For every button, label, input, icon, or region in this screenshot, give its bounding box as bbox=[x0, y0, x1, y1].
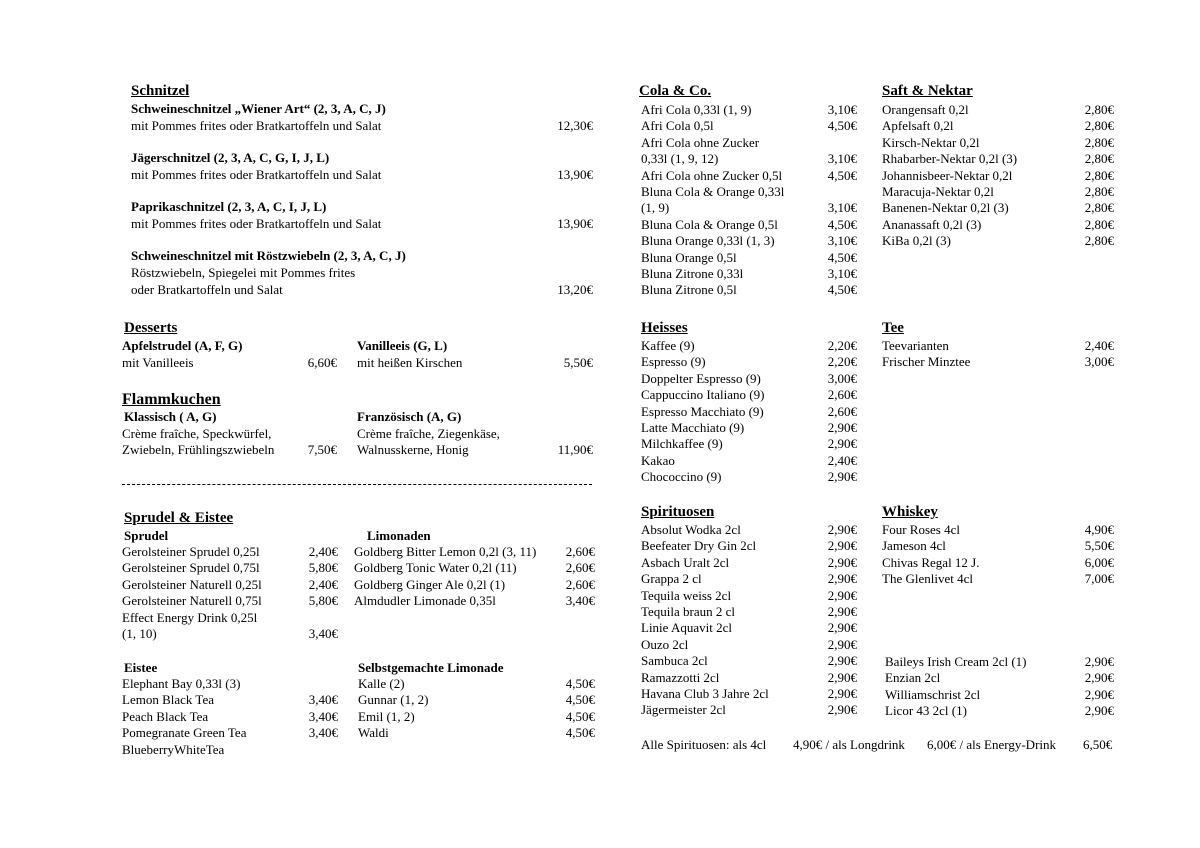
menu-item-row bbox=[122, 544, 338, 560]
menu-item-row bbox=[882, 168, 1114, 184]
menu-item-name: Bluna Orange 0,33l (1, 3) bbox=[641, 233, 775, 249]
menu-item-name: Bluna Zitrone 0,5l bbox=[641, 282, 737, 298]
menu-item-row bbox=[882, 135, 1114, 151]
menu-item-name: Teevarianten bbox=[882, 338, 949, 353]
menu-item-price: 4,50€ bbox=[827, 118, 857, 134]
menu-item-price: 3,40€ bbox=[308, 692, 338, 708]
menu-item-row bbox=[641, 371, 857, 387]
menu-item-price: 2,90€ bbox=[827, 587, 857, 603]
menu-item-row bbox=[641, 102, 857, 118]
menu-item-name: Milchkaffee (9) bbox=[641, 436, 723, 452]
menu-item-row bbox=[641, 571, 857, 587]
menu-item-price: 2,90€ bbox=[827, 571, 857, 587]
menu-item-row bbox=[122, 355, 337, 371]
menu-item-row bbox=[122, 610, 338, 626]
menu-item-row bbox=[885, 687, 1114, 703]
menu-item-row bbox=[641, 453, 857, 469]
menu-item-desc: Crème fraîche, Speckwürfel, bbox=[122, 426, 272, 441]
menu-item-name: Sambuca 2cl bbox=[641, 653, 708, 669]
menu-item-name: Französisch (A, G) bbox=[357, 409, 462, 424]
menu-item-name: Goldberg Tonic Water 0,2l (11) bbox=[354, 560, 517, 576]
spirituosen-heading: Spirituosen bbox=[641, 504, 715, 520]
menu-item-price: 3,40€ bbox=[308, 626, 338, 641]
menu-item-desc: mit Vanilleeis bbox=[122, 355, 194, 370]
menu-item-name: Gerolsteiner Sprudel 0,25l bbox=[122, 544, 260, 559]
menu-item-row bbox=[358, 676, 595, 692]
saft-heading: Saft & Nektar bbox=[882, 83, 973, 99]
menu-item-price: 2,80€ bbox=[1084, 167, 1114, 183]
menu-item-row bbox=[641, 555, 857, 571]
menu-item-name: Beefeater Dry Gin 2cl bbox=[641, 538, 757, 554]
menu-item-name: Espresso (9) bbox=[641, 354, 706, 370]
menu-item-row bbox=[641, 184, 857, 200]
cola-heading: Cola & Co. bbox=[639, 83, 712, 99]
menu-item-name: Almdudler Limonade 0,35l bbox=[354, 593, 496, 609]
menu-item-name: Gerolsteiner Sprudel 0,75l bbox=[122, 560, 260, 576]
menu-item-row bbox=[641, 354, 857, 370]
menu-item-row bbox=[122, 577, 338, 593]
menu-item-name: Apfelsaft 0,2l bbox=[882, 118, 954, 134]
menu-item-row bbox=[354, 544, 595, 560]
menu-item-row bbox=[641, 233, 857, 249]
menu-item-price: 2,90€ bbox=[827, 620, 857, 636]
menu-item-row bbox=[354, 577, 595, 593]
menu-item-row bbox=[641, 686, 857, 702]
menu-item-price: 2,20€ bbox=[827, 354, 857, 370]
menu-item-price: 2,40€ bbox=[1084, 338, 1114, 353]
eistee-subheading: Eistee bbox=[124, 660, 158, 675]
menu-item-name: Johannisbeer-Nektar 0,2l bbox=[882, 167, 1013, 183]
menu-item-name: Absolut Wodka 2cl bbox=[641, 522, 741, 537]
menu-item-row bbox=[882, 522, 1114, 538]
spirituosen-footer-energy: 6,00€ / als Energy-Drink bbox=[927, 737, 1057, 752]
menu-item-price: 2,40€ bbox=[308, 576, 338, 592]
menu-item-name: Ananassaft 0,2l (3) bbox=[882, 216, 982, 232]
menu-item-price: 13,90€ bbox=[557, 216, 593, 231]
menu-item-price: 2,90€ bbox=[827, 538, 857, 554]
menu-item-price: 4,50€ bbox=[565, 676, 595, 691]
menu-item-price: 7,50€ bbox=[307, 442, 337, 457]
menu-item-row bbox=[641, 151, 857, 167]
menu-item-desc: mit Pommes frites oder Bratkartoffeln und Salat bbox=[131, 216, 382, 231]
menu-item-name: Gerolsteiner Naturell 0,75l bbox=[122, 593, 262, 609]
menu-item-name: Bluna Orange 0,5l bbox=[641, 249, 737, 265]
menu-item-name: Schweineschnitzel „Wiener Art“ (2, 3, A, C, J) bbox=[131, 101, 386, 116]
menu-item-price: 4,50€ bbox=[827, 282, 857, 298]
menu-item-row bbox=[641, 469, 857, 485]
menu-item-price: 2,40€ bbox=[827, 452, 857, 468]
menu-item-row bbox=[641, 282, 857, 298]
menu-item-row bbox=[641, 387, 857, 403]
sprudel-eistee-heading: Sprudel & Eistee bbox=[124, 510, 234, 526]
sprudel-subheading: Sprudel bbox=[124, 528, 169, 543]
menu-item-name: Klassisch ( A, G) bbox=[124, 409, 217, 424]
menu-item-name: Gerolsteiner Naturell 0,25l bbox=[122, 576, 262, 592]
menu-item-price: 3,00€ bbox=[827, 370, 857, 386]
spirituosen-footer-longdrink: 4,90€ / als Longdrink bbox=[793, 737, 905, 752]
menu-item-name: Afri Cola 0,33l (1, 9) bbox=[641, 102, 752, 117]
menu-item-desc: oder Bratkartoffeln und Salat bbox=[131, 282, 283, 297]
menu-item-name: Emil (1, 2) bbox=[358, 708, 415, 724]
menu-item-name: 0,33l (1, 9, 12) bbox=[641, 151, 719, 167]
menu-item-row bbox=[882, 200, 1114, 216]
menu-item-name: Tequila weiss 2cl bbox=[641, 587, 732, 603]
menu-item-desc: mit Pommes frites oder Bratkartoffeln und Salat bbox=[131, 118, 382, 133]
menu-item-name: Bluna Cola & Orange 0,33l bbox=[641, 184, 785, 199]
menu-item-price: 2,90€ bbox=[1084, 670, 1114, 686]
menu-item-name: Chococcino (9) bbox=[641, 469, 722, 485]
menu-item-name: Four Roses 4cl bbox=[882, 522, 960, 537]
menu-item-price: 2,60€ bbox=[827, 403, 857, 419]
menu-item-price: 2,40€ bbox=[308, 544, 338, 559]
menu-item-price: 11,90€ bbox=[557, 442, 593, 457]
menu-item-row bbox=[641, 420, 857, 436]
menu-item-price: 2,90€ bbox=[827, 554, 857, 570]
menu-item-name: Afri Cola ohne Zucker 0,5l bbox=[641, 167, 783, 183]
menu-item-row bbox=[641, 588, 857, 604]
menu-item-row bbox=[885, 654, 1114, 670]
tee-heading: Tee bbox=[882, 320, 904, 336]
menu-item-row bbox=[641, 436, 857, 452]
menu-item-row bbox=[641, 702, 857, 718]
menu-item-price: 2,90€ bbox=[827, 469, 857, 485]
menu-item-price: 3,10€ bbox=[827, 233, 857, 249]
menu-item-desc: Crème fraîche, Ziegenkäse, bbox=[357, 426, 500, 441]
menu-item-name: Paprikaschnitzel (2, 3, A, C, I, J, L) bbox=[131, 199, 327, 214]
menu-item-name: Kakao bbox=[641, 452, 675, 468]
menu-item-desc: Zwiebeln, Frühlingszwiebeln bbox=[122, 442, 275, 457]
menu-item-row bbox=[882, 354, 1114, 370]
menu-item-price: 2,80€ bbox=[1084, 134, 1114, 150]
menu-item-price: 2,90€ bbox=[827, 686, 857, 701]
menu-item-price: 3,40€ bbox=[565, 593, 595, 609]
menu-item-row bbox=[131, 282, 593, 298]
menu-item-row bbox=[131, 167, 593, 183]
menu-item-name: KiBa 0,2l (3) bbox=[882, 233, 951, 249]
menu-item-price: 2,80€ bbox=[1084, 102, 1114, 117]
menu-item-row bbox=[882, 217, 1114, 233]
menu-item-price: 3,10€ bbox=[827, 151, 857, 167]
menu-item-name: Afri Cola 0,5l bbox=[641, 118, 714, 134]
menu-item-row bbox=[122, 593, 338, 609]
heisses-heading: Heisses bbox=[641, 320, 688, 336]
menu-item-row bbox=[122, 692, 338, 708]
menu-item-price: 5,50€ bbox=[1084, 538, 1114, 554]
menu-item-row bbox=[131, 216, 593, 232]
menu-item-price: 2,90€ bbox=[1084, 654, 1114, 669]
menu-item-row bbox=[882, 233, 1114, 249]
menu-item-desc: Walnusskerne, Honig bbox=[357, 442, 469, 457]
menu-item-row bbox=[641, 118, 857, 134]
menu-item-row bbox=[882, 151, 1114, 167]
menu-item-price: 4,50€ bbox=[827, 167, 857, 183]
menu-item-name: Apfelstrudel (A, F, G) bbox=[122, 338, 243, 353]
menu-item-name: BlueberryWhiteTea bbox=[122, 741, 225, 757]
menu-item-row bbox=[641, 604, 857, 620]
menu-item-price: 2,60€ bbox=[565, 560, 595, 576]
menu-item-name: Linie Aquavit 2cl bbox=[641, 620, 732, 636]
menu-item-row bbox=[122, 742, 338, 758]
menu-item-row bbox=[882, 338, 1114, 354]
menu-item-row bbox=[641, 266, 857, 282]
menu-item-name: Orangensaft 0,2l bbox=[882, 102, 969, 117]
menu-item-price: 4,50€ bbox=[565, 692, 595, 708]
menu-item-row bbox=[122, 709, 338, 725]
spirituosen-footer-label: Alle Spirituosen: als 4cl bbox=[641, 737, 767, 752]
menu-item-desc: mit Pommes frites oder Bratkartoffeln und Salat bbox=[131, 167, 382, 182]
menu-item-row bbox=[641, 637, 857, 653]
menu-item-row bbox=[641, 200, 857, 216]
menu-item-price: 2,60€ bbox=[565, 576, 595, 592]
menu-item-price: 2,60€ bbox=[565, 544, 595, 559]
menu-item-row bbox=[641, 217, 857, 233]
menu-item-price: 3,10€ bbox=[827, 102, 857, 117]
menu-item-price: 2,90€ bbox=[827, 604, 857, 619]
menu-item-row bbox=[641, 404, 857, 420]
menu-item-row bbox=[641, 620, 857, 636]
menu-item-name: Ramazzotti 2cl bbox=[641, 669, 720, 685]
menu-item-row bbox=[641, 135, 857, 151]
menu-item-name: Latte Macchiato (9) bbox=[641, 420, 745, 435]
menu-item-name: Jägerschnitzel (2, 3, A, C, G, I, J, L) bbox=[131, 150, 330, 165]
menu-item-name: Jägermeister 2cl bbox=[641, 702, 726, 718]
menu-item-price: 2,90€ bbox=[827, 702, 857, 718]
menu-item-price: 3,00€ bbox=[1084, 354, 1114, 370]
menu-item-row bbox=[357, 355, 593, 371]
menu-item-price: 7,00€ bbox=[1084, 571, 1114, 587]
menu-item-price: 2,80€ bbox=[1084, 200, 1114, 216]
menu-item-name: Espresso Macchiato (9) bbox=[641, 403, 764, 419]
menu-item-price: 2,60€ bbox=[827, 387, 857, 403]
menu-item-name: Jameson 4cl bbox=[882, 538, 946, 554]
menu-item-price: 4,50€ bbox=[565, 725, 595, 741]
limonaden-subheading: Limonaden bbox=[367, 528, 431, 543]
menu-item-price: 2,90€ bbox=[1084, 703, 1114, 719]
menu-item-name: (1, 9) bbox=[641, 200, 670, 216]
menu-item-price: 3,10€ bbox=[827, 266, 857, 281]
menu-item-name: Bluna Cola & Orange 0,5l bbox=[641, 216, 778, 232]
menu-item-price: 12,30€ bbox=[557, 118, 593, 133]
menu-item-row bbox=[122, 442, 337, 458]
menu-item-name: Grappa 2 cl bbox=[641, 571, 702, 587]
menu-item-name: Afri Cola ohne Zucker bbox=[641, 134, 760, 150]
menu-item-price: 4,90€ bbox=[1084, 522, 1114, 537]
menu-item-row bbox=[641, 670, 857, 686]
menu-item-name: Elephant Bay 0,33l (3) bbox=[122, 676, 241, 691]
menu-item-name: Doppelter Espresso (9) bbox=[641, 370, 761, 386]
menu-item-desc: mit heißen Kirschen bbox=[357, 355, 463, 370]
menu-item-name: Kalle (2) bbox=[358, 676, 405, 691]
menu-item-row bbox=[131, 118, 593, 134]
menu-item-name: Williamschrist 2cl bbox=[885, 686, 981, 702]
menu-item-price: 4,50€ bbox=[827, 249, 857, 265]
menu-item-name: Baileys Irish Cream 2cl (1) bbox=[885, 654, 1027, 669]
menu-item-price: 2,90€ bbox=[827, 669, 857, 685]
menu-item-name: Asbach Uralt 2cl bbox=[641, 554, 730, 570]
menu-item-name: Waldi bbox=[358, 725, 389, 741]
menu-item-name: Maracuja-Nektar 0,2l bbox=[882, 184, 994, 199]
menu-item-price: 13,20€ bbox=[557, 282, 593, 297]
menu-item-row bbox=[641, 522, 857, 538]
menu-item-row bbox=[122, 626, 338, 642]
menu-item-name: Vanilleeis (G, L) bbox=[357, 338, 448, 353]
menu-item-name: Licor 43 2cl (1) bbox=[885, 703, 967, 719]
menu-item-name: Frischer Minztee bbox=[882, 354, 971, 370]
menu-item-row bbox=[122, 560, 338, 576]
menu-item-price: 2,90€ bbox=[827, 420, 857, 435]
menu-item-name: Peach Black Tea bbox=[122, 708, 209, 724]
menu-item-row bbox=[641, 653, 857, 669]
menu-item-row bbox=[641, 538, 857, 554]
menu-item-price: 2,90€ bbox=[827, 522, 857, 537]
menu-item-price: 3,40€ bbox=[308, 725, 338, 741]
menu-item-name: Cappuccino Italiano (9) bbox=[641, 387, 765, 403]
menu-item-price: 6,00€ bbox=[1084, 554, 1114, 570]
menu-item-row bbox=[641, 250, 857, 266]
menu-item-name: Goldberg Ginger Ale 0,2l (1) bbox=[354, 576, 506, 592]
desserts-heading: Desserts bbox=[124, 320, 178, 336]
menu-item-price: 2,80€ bbox=[1084, 216, 1114, 232]
menu-item-price: 2,80€ bbox=[1084, 118, 1114, 134]
menu-item-row bbox=[882, 571, 1114, 587]
menu-item-price: 5,80€ bbox=[308, 560, 338, 576]
menu-item-name: Kirsch-Nektar 0,2l bbox=[882, 134, 980, 150]
menu-item-row bbox=[358, 709, 595, 725]
menu-item-price: 6,60€ bbox=[307, 355, 337, 370]
section-divider bbox=[122, 484, 592, 485]
menu-item-name: (1, 10) bbox=[122, 626, 157, 641]
selbstgemachte-limonade-subheading: Selbstgemachte Limonade bbox=[358, 660, 504, 675]
menu-item-price: 5,80€ bbox=[308, 593, 338, 609]
menu-item-name: Schweineschnitzel mit Röstzwiebeln (2, 3, A, C, J) bbox=[131, 248, 406, 263]
menu-item-price: 13,90€ bbox=[557, 167, 593, 182]
menu-item-row bbox=[122, 725, 338, 741]
menu-item-row bbox=[882, 538, 1114, 554]
menu-item-name: Kaffee (9) bbox=[641, 338, 695, 353]
menu-item-name: Gunnar (1, 2) bbox=[358, 692, 429, 708]
menu-item-name: Chivas Regal 12 J. bbox=[882, 554, 980, 570]
menu-item-price: 3,10€ bbox=[827, 200, 857, 216]
menu-item-row bbox=[354, 560, 595, 576]
menu-item-name: Pomegranate Green Tea bbox=[122, 725, 247, 741]
menu-item-row bbox=[357, 442, 593, 458]
menu-item-name: Bluna Zitrone 0,33l bbox=[641, 266, 744, 281]
flammkuchen-heading: Flammkuchen bbox=[122, 391, 221, 408]
menu-item-price: 4,50€ bbox=[565, 708, 595, 724]
menu-item-price: 2,20€ bbox=[827, 338, 857, 353]
menu-item-row bbox=[122, 676, 338, 692]
menu-item-row bbox=[641, 338, 857, 354]
menu-item-price: 5,50€ bbox=[563, 355, 593, 370]
menu-item-row bbox=[882, 118, 1114, 134]
menu-item-name: Enzian 2cl bbox=[885, 670, 941, 686]
menu-item-name: The Glenlivet 4cl bbox=[882, 571, 973, 587]
menu-item-row bbox=[882, 184, 1114, 200]
menu-item-name: Ouzo 2cl bbox=[641, 636, 689, 652]
menu-item-desc: Röstzwiebeln, Spiegelei mit Pommes frites bbox=[131, 265, 356, 280]
menu-item-row bbox=[882, 555, 1114, 571]
menu-item-price: 2,80€ bbox=[1084, 151, 1114, 167]
menu-item-name: Lemon Black Tea bbox=[122, 692, 214, 708]
menu-item-price: 2,80€ bbox=[1084, 184, 1114, 199]
menu-item-row bbox=[885, 670, 1114, 686]
menu-item-row bbox=[354, 593, 595, 609]
menu-item-name: Goldberg Bitter Lemon 0,2l (3, 11) bbox=[354, 544, 537, 559]
menu-item-price: 2,80€ bbox=[1084, 233, 1114, 249]
menu-item-price: 4,50€ bbox=[827, 216, 857, 232]
menu-item-row bbox=[641, 168, 857, 184]
menu-item-name: Tequila braun 2 cl bbox=[641, 604, 736, 619]
menu-item-row bbox=[885, 703, 1114, 719]
schnitzel-heading: Schnitzel bbox=[131, 83, 190, 99]
menu-item-name: Havana Club 3 Jahre 2cl bbox=[641, 686, 769, 701]
menu-item-price: 2,90€ bbox=[1084, 686, 1114, 702]
menu-item-price: 3,40€ bbox=[308, 708, 338, 724]
menu-item-row bbox=[358, 692, 595, 708]
spirituosen-footer-price: 6,50€ bbox=[1083, 737, 1113, 752]
menu-item-price: 2,90€ bbox=[827, 653, 857, 669]
whiskey-heading: Whiskey bbox=[882, 504, 938, 520]
menu-item-row bbox=[358, 725, 595, 741]
menu-item-name: Rhabarber-Nektar 0,2l (3) bbox=[882, 151, 1018, 167]
menu-item-price: 2,90€ bbox=[827, 636, 857, 652]
menu-item-price: 2,90€ bbox=[827, 436, 857, 452]
menu-item-name: Effect Energy Drink 0,25l bbox=[122, 609, 258, 625]
menu-item-row bbox=[882, 102, 1114, 118]
menu-item-name: Banenen-Nektar 0,2l (3) bbox=[882, 200, 1009, 216]
